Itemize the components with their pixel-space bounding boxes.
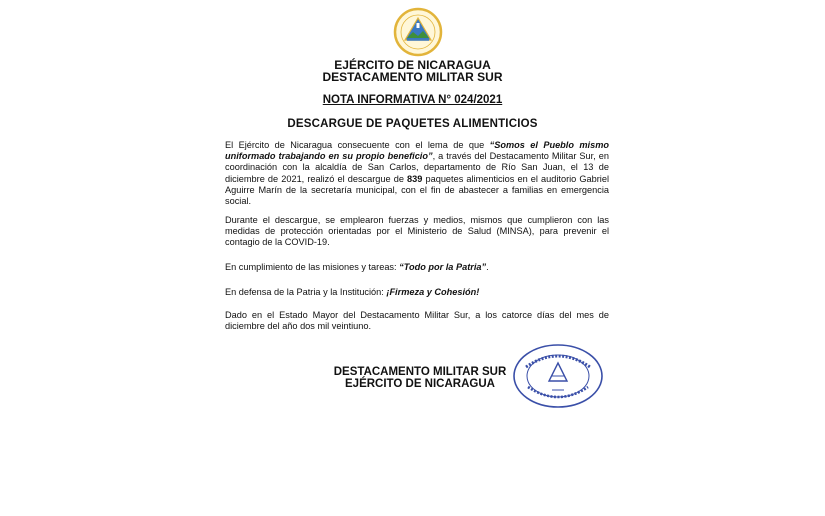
header-unit-name: DESTACAMENTO MILITAR SUR	[322, 70, 503, 84]
subject-title: DESCARGUE DE PAQUETES ALIMENTICIOS	[287, 118, 538, 130]
paragraph-1	[225, 140, 609, 207]
paragraph-4	[225, 287, 609, 298]
p4-text-a: En defensa de la Patria y la Institución:	[225, 287, 387, 297]
p1-text-c: , a través del Destacamento Militar Sur, en coordinación con la alcaldía de San Carlos, departamento de Río San Juan, el 13 de diciembre de 2021, realizó el descargue de	[225, 151, 610, 184]
p3-text-c: .	[486, 262, 489, 272]
nicaragua-coat-of-arms-icon	[393, 7, 443, 57]
official-stamp-icon	[512, 343, 604, 409]
p1-count: 839	[407, 173, 423, 184]
signature-army: EJÉRCITO DE NICARAGUA	[345, 378, 495, 390]
p3-motto: “Todo por la Patria”	[399, 262, 487, 272]
p1-text-e: paquetes alimenticios en el auditorio Gabriel Aguirre Marín de la secretaría municipal, con el fin de abastecer a familias en emergencia social.	[225, 173, 609, 207]
p1-text-a: El Ejército de Nicaragua consecuente con el lema de que	[225, 140, 490, 150]
paragraph-3	[225, 262, 609, 273]
paragraph-5: Dado en el Estado Mayor del Destacamento Militar Sur, a los catorce días del mes de diciembre del año dos mil veintiuno.	[225, 310, 609, 332]
p3-text-a: En cumplimiento de las misiones y tareas:	[225, 262, 400, 272]
note-title: NOTA INFORMATIVA N° 024/2021	[322, 94, 503, 106]
paragraph-2: Durante el descargue, se emplearon fuerzas y medios, mismos que cumplieron con las medidas de protección orientadas por el Ministerio de Salud (MINSA), para prevenir el contagio de la COVID-19.	[225, 215, 609, 248]
p4-motto: ¡Firmeza y Cohesión!	[386, 287, 480, 297]
signature-unit: DESTACAMENTO MILITAR SUR	[333, 366, 507, 378]
header-army-name: EJÉRCITO DE NICARAGUA	[334, 58, 491, 72]
p1-motto: “Somos el Pueblo mismo uniformado trabajando en su propio beneficio”	[225, 140, 609, 162]
